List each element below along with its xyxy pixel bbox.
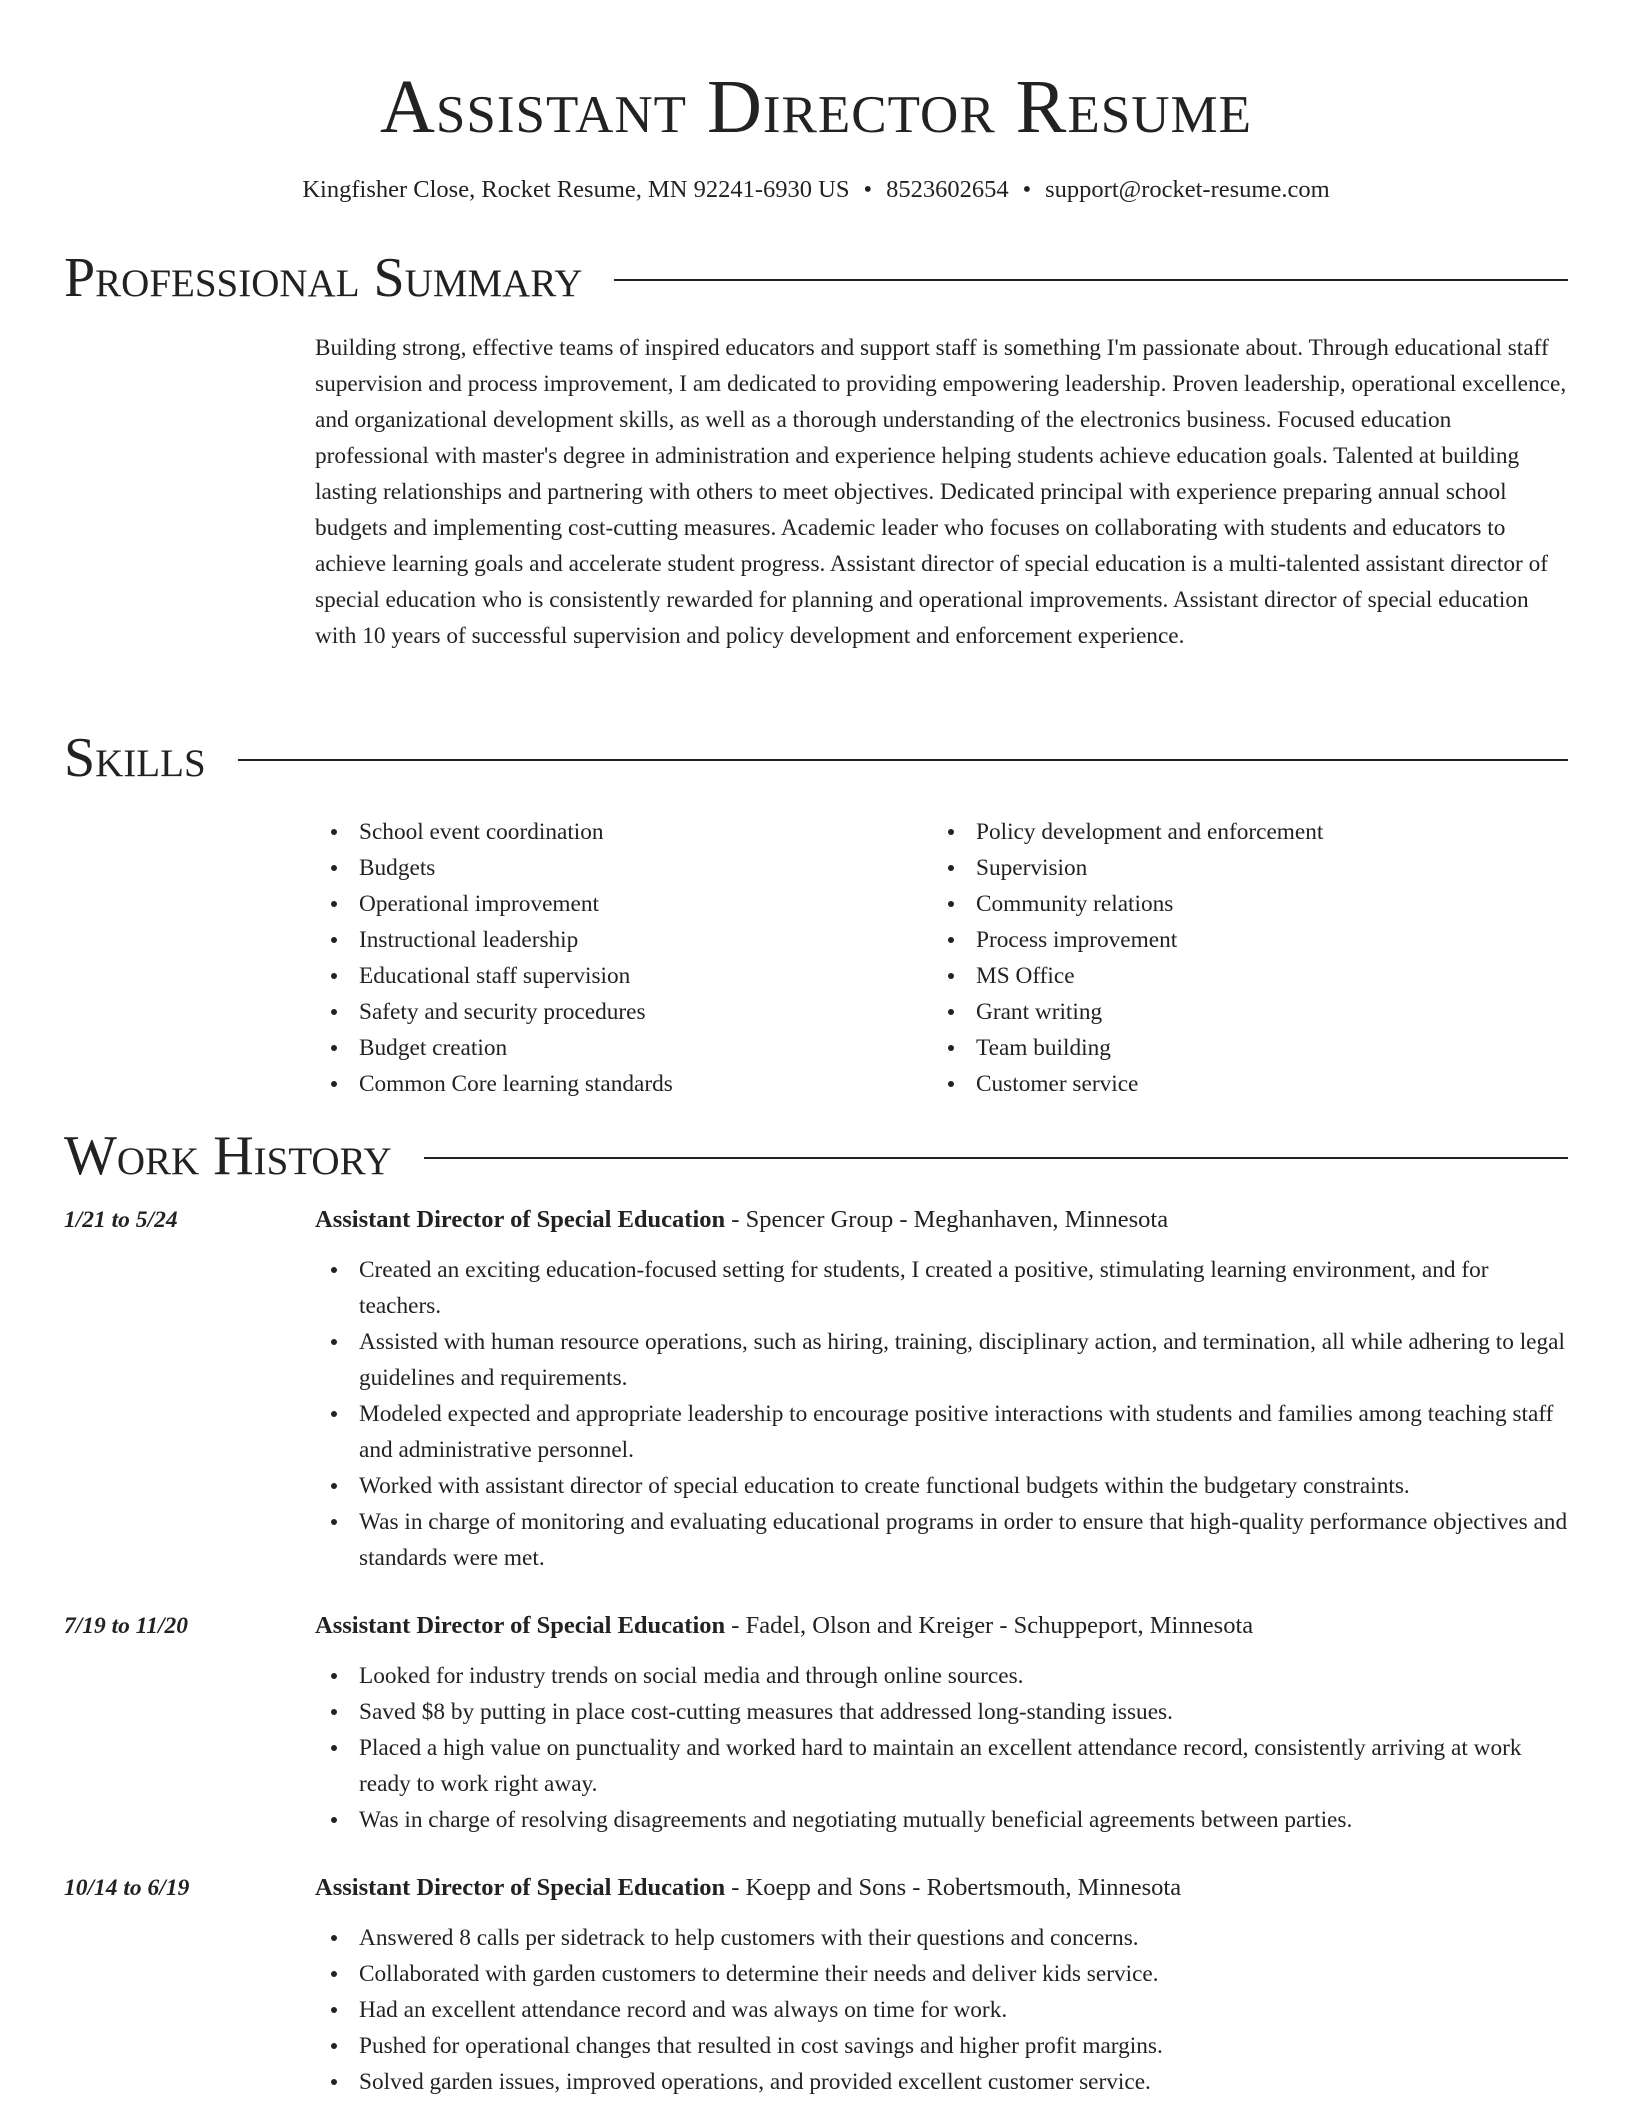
job-title: Assistant Director of Special Education bbox=[315, 1206, 726, 1233]
skill-item: Grant writing bbox=[932, 994, 1549, 1030]
skill-item: Instructional leadership bbox=[315, 922, 932, 958]
resume-page bbox=[64, 0, 1568, 2095]
summary-heading: Professional Summary bbox=[64, 247, 583, 309]
skills-list-right bbox=[932, 814, 1549, 1102]
skills-heading: Skills bbox=[64, 727, 206, 789]
job-bullet: Was in charge of monitoring and evaluating educational programs in order to ensure that high-quality performance objectives and standards were met. bbox=[315, 1504, 1568, 1576]
work-history-heading: Work History bbox=[64, 1125, 392, 1187]
job-dates: 1/21 to 5/24 bbox=[64, 1207, 178, 1233]
job-bullets bbox=[315, 1920, 1568, 2100]
job-dates: 10/14 to 6/19 bbox=[64, 1875, 190, 1901]
job-company: - Spencer Group - Meghanhaven, Minnesota bbox=[725, 1206, 1169, 1233]
resume-title: Assistant Director Resume bbox=[380, 65, 1252, 149]
job-bullets bbox=[315, 1252, 1568, 1576]
job-title: Assistant Director of Special Education bbox=[315, 1874, 726, 1901]
job-company: - Fadel, Olson and Kreiger - Schuppeport, Minnesota bbox=[725, 1612, 1254, 1639]
job-bullet: Worked with assistant director of special education to create functional budgets within the budgetary constraints. bbox=[315, 1468, 1568, 1504]
section-divider bbox=[614, 279, 1568, 281]
job-bullet: Placed a high value on punctuality and worked hard to maintain an excellent attendance record, consistently arriving at work ready to work right away. bbox=[315, 1730, 1568, 1802]
contact-address: Kingfisher Close, Rocket Resume, MN 92241-6930 US bbox=[302, 176, 850, 203]
summary-section bbox=[64, 246, 1568, 654]
skill-item: Operational improvement bbox=[315, 886, 932, 922]
job-bullet: Created an exciting education-focused setting for students, I created a positive, stimulating learning environment, and for teachers. bbox=[315, 1252, 1568, 1324]
job-bullet: Saved $8 by putting in place cost-cutting measures that addressed long-standing issues. bbox=[315, 1694, 1568, 1730]
work-heading-row bbox=[64, 1124, 1568, 1188]
job-entry bbox=[64, 1870, 1568, 2100]
contact-separator: • bbox=[1022, 176, 1032, 203]
job-company: - Koepp and Sons - Robertsmouth, Minnesota bbox=[725, 1874, 1182, 1901]
skill-item: Educational staff supervision bbox=[315, 958, 932, 994]
skill-item: Customer service bbox=[932, 1066, 1549, 1102]
section-divider bbox=[238, 759, 1568, 761]
contact-phone: 8523602654 bbox=[886, 176, 1009, 203]
job-entry bbox=[64, 1202, 1568, 1576]
job-bullet: Collaborated with garden customers to determine their needs and deliver kids service. bbox=[315, 1956, 1568, 1992]
work-history-section bbox=[64, 1124, 1568, 2100]
skill-item: Safety and security procedures bbox=[315, 994, 932, 1030]
skill-item: Budgets bbox=[315, 850, 932, 886]
job-header bbox=[315, 1202, 1568, 1238]
skill-item: Team building bbox=[932, 1030, 1549, 1066]
job-dates: 7/19 to 11/20 bbox=[64, 1613, 189, 1639]
skill-item: School event coordination bbox=[315, 814, 932, 850]
job-entry bbox=[64, 1608, 1568, 1838]
summary-heading-row bbox=[64, 246, 1568, 310]
skills-heading-row bbox=[64, 726, 1568, 790]
skill-item: Community relations bbox=[932, 886, 1549, 922]
skill-item: Common Core learning standards bbox=[315, 1066, 932, 1102]
contact-separator: • bbox=[863, 176, 873, 203]
job-bullet: Answered 8 calls per sidetrack to help customers with their questions and concerns. bbox=[315, 1920, 1568, 1956]
job-bullet: Had an excellent attendance record and was always on time for work. bbox=[315, 1992, 1568, 2028]
contact-line bbox=[64, 176, 1568, 204]
job-bullets bbox=[315, 1658, 1568, 1838]
skill-item: MS Office bbox=[932, 958, 1549, 994]
skills-list-left bbox=[315, 814, 932, 1102]
section-divider bbox=[424, 1157, 1568, 1159]
job-bullet: Looked for industry trends on social media and through online sources. bbox=[315, 1658, 1568, 1694]
job-bullet: Modeled expected and appropriate leadership to encourage positive interactions with students and families among teaching staff and administrative personnel. bbox=[315, 1396, 1568, 1468]
skill-item: Policy development and enforcement bbox=[932, 814, 1549, 850]
job-header bbox=[315, 1608, 1568, 1644]
job-bullet: Pushed for operational changes that resulted in cost savings and higher profit margins. bbox=[315, 2028, 1568, 2064]
skills-grid bbox=[315, 814, 1568, 1102]
job-header bbox=[315, 1870, 1568, 1906]
contact-email: support@rocket-resume.com bbox=[1045, 176, 1330, 203]
job-bullet: Was in charge of resolving disagreements and negotiating mutually beneficial agreements between parties. bbox=[315, 1802, 1568, 1838]
skill-item: Supervision bbox=[932, 850, 1549, 886]
skills-section bbox=[64, 726, 1568, 1102]
skill-item: Budget creation bbox=[315, 1030, 932, 1066]
summary-text: Building strong, effective teams of inspired educators and support staff is something I'm passionate about. Through educational staff supervision and process improvement, I am dedicated to providing empowering leadership. Proven leadership, operational excellence, and organizational development skills, as well as a thorough understanding of the electronics business. Focused education professional with master's degree in administration and experience helping students achieve education goals. Talented at building lasting relationships and partnering with others to meet objectives. Dedicated principal with experience preparing annual school budgets and implementing cost-cutting measures. Academic leader who focuses on collaborating with students and educators to achieve learning goals and accelerate student progress. Assistant director of special education is a multi-talented assistant director of special education who is consistently rewarded for planning and operational improvements. Assistant director of special education with 10 years of successful supervision and policy development and enforcement experience. bbox=[315, 335, 1567, 649]
skill-item: Process improvement bbox=[932, 922, 1549, 958]
job-bullet: Assisted with human resource operations, such as hiring, training, disciplinary action, and termination, all while adhering to legal guidelines and requirements. bbox=[315, 1324, 1568, 1396]
job-title: Assistant Director of Special Education bbox=[315, 1612, 726, 1639]
job-bullet: Solved garden issues, improved operations, and provided excellent customer service. bbox=[315, 2064, 1568, 2100]
